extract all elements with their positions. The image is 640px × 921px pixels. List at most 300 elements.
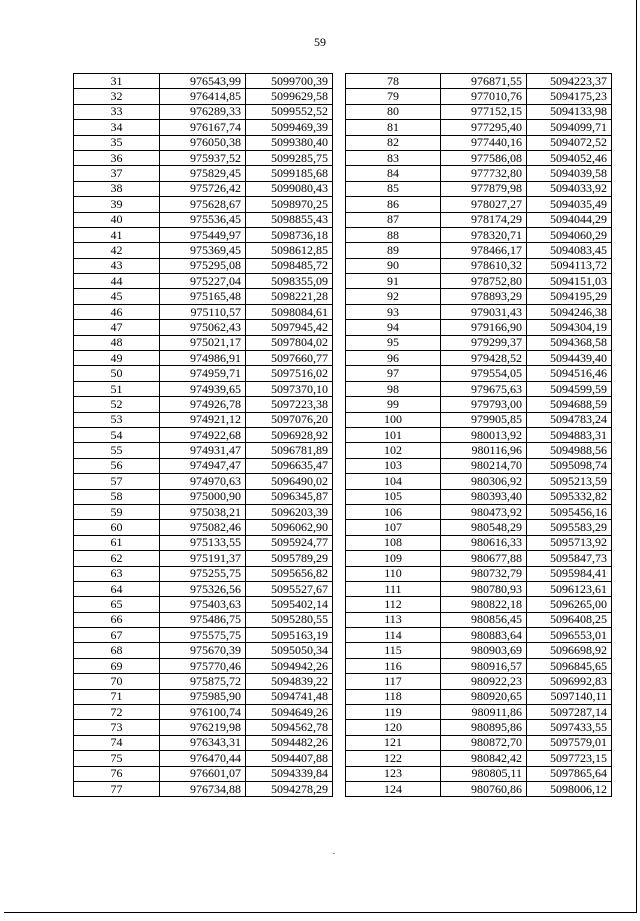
- point-number-cell: 78: [346, 74, 441, 89]
- table-row: [74, 335, 333, 350]
- x-coordinate-cell: 975726,42: [160, 181, 246, 196]
- table-row: [346, 705, 612, 720]
- table-row: [74, 658, 333, 673]
- table-row: [74, 351, 333, 366]
- y-coordinate-cell: 5098970,25: [246, 197, 333, 212]
- x-coordinate-cell: 980548,29: [441, 520, 527, 535]
- point-number-cell: 52: [74, 397, 160, 412]
- point-number-cell: 56: [74, 458, 160, 473]
- x-coordinate-cell: 978320,71: [441, 227, 527, 242]
- y-coordinate-cell: 5094044,29: [527, 212, 612, 227]
- table-row: [74, 751, 333, 766]
- y-coordinate-cell: 5099380,40: [246, 135, 333, 150]
- x-coordinate-cell: 980116,96: [441, 443, 527, 458]
- x-coordinate-cell: 975449,97: [160, 227, 246, 242]
- y-coordinate-cell: 5097223,38: [246, 397, 333, 412]
- y-coordinate-cell: 5094083,45: [527, 243, 612, 258]
- y-coordinate-cell: 5096203,39: [246, 504, 333, 519]
- x-coordinate-cell: 977152,15: [441, 104, 527, 119]
- y-coordinate-cell: 5098855,43: [246, 212, 333, 227]
- y-coordinate-cell: 5098221,28: [246, 289, 333, 304]
- y-coordinate-cell: 5094562,78: [246, 720, 333, 735]
- point-number-cell: 76: [74, 766, 160, 781]
- y-coordinate-cell: 5096553,01: [527, 628, 612, 643]
- coordinates-table-right: [345, 73, 612, 797]
- x-coordinate-cell: 975575,75: [160, 628, 246, 643]
- x-coordinate-cell: 975000,90: [160, 489, 246, 504]
- x-coordinate-cell: 979793,00: [441, 397, 527, 412]
- table-row: [74, 474, 333, 489]
- x-coordinate-cell: 975021,17: [160, 335, 246, 350]
- table-row: [74, 535, 333, 550]
- point-number-cell: 35: [74, 135, 160, 150]
- table-row: [74, 135, 333, 150]
- x-coordinate-cell: 978752,80: [441, 274, 527, 289]
- y-coordinate-cell: 5099700,39: [246, 74, 333, 89]
- point-number-cell: 74: [74, 735, 160, 750]
- table-row: [346, 320, 612, 335]
- y-coordinate-cell: 5096635,47: [246, 458, 333, 473]
- point-number-cell: 82: [346, 135, 441, 150]
- point-number-cell: 42: [74, 243, 160, 258]
- x-coordinate-cell: 974921,12: [160, 412, 246, 427]
- x-coordinate-cell: 980822,18: [441, 597, 527, 612]
- y-coordinate-cell: 5095847,73: [527, 551, 612, 566]
- y-coordinate-cell: 5096992,83: [527, 674, 612, 689]
- table-row: [346, 781, 612, 796]
- x-coordinate-cell: 980760,86: [441, 781, 527, 796]
- y-coordinate-cell: 5099469,39: [246, 120, 333, 135]
- point-number-cell: 47: [74, 320, 160, 335]
- y-coordinate-cell: 5094516,46: [527, 366, 612, 381]
- point-number-cell: 63: [74, 566, 160, 581]
- point-number-cell: 54: [74, 427, 160, 442]
- point-number-cell: 31: [74, 74, 160, 89]
- y-coordinate-cell: 5095098,74: [527, 458, 612, 473]
- x-coordinate-cell: 974931,47: [160, 443, 246, 458]
- point-number-cell: 121: [346, 735, 441, 750]
- table-row: [346, 520, 612, 535]
- table-row: [346, 227, 612, 242]
- point-number-cell: 45: [74, 289, 160, 304]
- x-coordinate-cell: 976219,98: [160, 720, 246, 735]
- table-row: [74, 705, 333, 720]
- x-coordinate-cell: 975875,72: [160, 674, 246, 689]
- table-row: [346, 535, 612, 550]
- table-row: [74, 212, 333, 227]
- x-coordinate-cell: 979428,52: [441, 351, 527, 366]
- y-coordinate-cell: 5094113,72: [527, 258, 612, 273]
- table-row: [346, 443, 612, 458]
- y-coordinate-cell: 5096123,61: [527, 581, 612, 596]
- x-coordinate-cell: 976050,38: [160, 135, 246, 150]
- table-row: [346, 504, 612, 519]
- x-coordinate-cell: 980732,79: [441, 566, 527, 581]
- point-number-cell: 59: [74, 504, 160, 519]
- x-coordinate-cell: 977295,40: [441, 120, 527, 135]
- table-row: [346, 397, 612, 412]
- x-coordinate-cell: 980306,92: [441, 474, 527, 489]
- table-row: [346, 427, 612, 442]
- x-coordinate-cell: 980780,93: [441, 581, 527, 596]
- y-coordinate-cell: 5094133,98: [527, 104, 612, 119]
- table-row: [74, 397, 333, 412]
- point-number-cell: 87: [346, 212, 441, 227]
- y-coordinate-cell: 5097076,20: [246, 412, 333, 427]
- x-coordinate-cell: 980872,70: [441, 735, 527, 750]
- table-row: [346, 751, 612, 766]
- x-coordinate-cell: 976414,85: [160, 89, 246, 104]
- table-row: [346, 458, 612, 473]
- table-row: [346, 720, 612, 735]
- point-number-cell: 53: [74, 412, 160, 427]
- point-number-cell: 93: [346, 304, 441, 319]
- table-row: [74, 566, 333, 581]
- y-coordinate-cell: 5095050,34: [246, 643, 333, 658]
- y-coordinate-cell: 5098084,61: [246, 304, 333, 319]
- table-row: [74, 520, 333, 535]
- x-coordinate-cell: 976543,99: [160, 74, 246, 89]
- table-row: [346, 243, 612, 258]
- point-number-cell: 109: [346, 551, 441, 566]
- point-number-cell: 98: [346, 381, 441, 396]
- x-coordinate-cell: 975165,48: [160, 289, 246, 304]
- table-row: [346, 120, 612, 135]
- x-coordinate-cell: 978893,29: [441, 289, 527, 304]
- table-row: [74, 289, 333, 304]
- point-number-cell: 49: [74, 351, 160, 366]
- point-number-cell: 69: [74, 658, 160, 673]
- y-coordinate-cell: 5095402,14: [246, 597, 333, 612]
- point-number-cell: 79: [346, 89, 441, 104]
- y-coordinate-cell: 5095713,92: [527, 535, 612, 550]
- y-coordinate-cell: 5098612,85: [246, 243, 333, 258]
- y-coordinate-cell: 5099552,52: [246, 104, 333, 119]
- x-coordinate-cell: 976289,33: [160, 104, 246, 119]
- y-coordinate-cell: 5094060,29: [527, 227, 612, 242]
- x-coordinate-cell: 975403,63: [160, 597, 246, 612]
- table-row: [74, 628, 333, 643]
- point-number-cell: 86: [346, 197, 441, 212]
- page-frame-bottom-edge: [4, 912, 636, 913]
- point-number-cell: 57: [74, 474, 160, 489]
- table-row: [74, 735, 333, 750]
- point-number-cell: 39: [74, 197, 160, 212]
- x-coordinate-cell: 976167,74: [160, 120, 246, 135]
- x-coordinate-cell: 977879,98: [441, 181, 527, 196]
- page-frame-right-edge: [636, 0, 637, 913]
- y-coordinate-cell: 5096345,87: [246, 489, 333, 504]
- y-coordinate-cell: 5095332,82: [527, 489, 612, 504]
- point-number-cell: 123: [346, 766, 441, 781]
- table-row: [346, 150, 612, 165]
- table-row: [74, 227, 333, 242]
- y-coordinate-cell: 5094151,03: [527, 274, 612, 289]
- x-coordinate-cell: 979031,43: [441, 304, 527, 319]
- y-coordinate-cell: 5095656,82: [246, 566, 333, 581]
- x-coordinate-cell: 974986,91: [160, 351, 246, 366]
- table-row: [74, 504, 333, 519]
- x-coordinate-cell: 975295,08: [160, 258, 246, 273]
- point-number-cell: 37: [74, 166, 160, 181]
- y-coordinate-cell: 5096845,65: [527, 658, 612, 673]
- y-coordinate-cell: 5094439,40: [527, 351, 612, 366]
- table-row: [74, 551, 333, 566]
- x-coordinate-cell: 980842,42: [441, 751, 527, 766]
- table-row: [74, 366, 333, 381]
- point-number-cell: 99: [346, 397, 441, 412]
- y-coordinate-cell: 5094688,59: [527, 397, 612, 412]
- table-row: [346, 551, 612, 566]
- x-coordinate-cell: 977440,16: [441, 135, 527, 150]
- x-coordinate-cell: 979166,90: [441, 320, 527, 335]
- table-row: [346, 566, 612, 581]
- point-number-cell: 58: [74, 489, 160, 504]
- y-coordinate-cell: 5095984,41: [527, 566, 612, 581]
- table-row: [74, 381, 333, 396]
- table-row: [346, 628, 612, 643]
- point-number-cell: 66: [74, 612, 160, 627]
- point-number-cell: 118: [346, 689, 441, 704]
- point-number-cell: 92: [346, 289, 441, 304]
- point-number-cell: 38: [74, 181, 160, 196]
- table-row: [346, 351, 612, 366]
- y-coordinate-cell: 5098006,12: [527, 781, 612, 796]
- x-coordinate-cell: 974970,63: [160, 474, 246, 489]
- table-row: [74, 581, 333, 596]
- y-coordinate-cell: 5094988,56: [527, 443, 612, 458]
- point-number-cell: 84: [346, 166, 441, 181]
- y-coordinate-cell: 5097723,15: [527, 751, 612, 766]
- table-row: [74, 258, 333, 273]
- y-coordinate-cell: 5095527,67: [246, 581, 333, 596]
- table-row: [346, 381, 612, 396]
- point-number-cell: 116: [346, 658, 441, 673]
- x-coordinate-cell: 980922,23: [441, 674, 527, 689]
- point-number-cell: 89: [346, 243, 441, 258]
- table-row: [346, 689, 612, 704]
- table-row: [74, 120, 333, 135]
- y-coordinate-cell: 5096265,00: [527, 597, 612, 612]
- point-number-cell: 48: [74, 335, 160, 350]
- table-row: [346, 89, 612, 104]
- point-number-cell: 36: [74, 150, 160, 165]
- point-number-cell: 124: [346, 781, 441, 796]
- y-coordinate-cell: 5099185,68: [246, 166, 333, 181]
- y-coordinate-cell: 5094368,58: [527, 335, 612, 350]
- y-coordinate-cell: 5095163,19: [246, 628, 333, 643]
- x-coordinate-cell: 980911,86: [441, 705, 527, 720]
- x-coordinate-cell: 976343,31: [160, 735, 246, 750]
- y-coordinate-cell: 5095213,59: [527, 474, 612, 489]
- y-coordinate-cell: 5094407,88: [246, 751, 333, 766]
- y-coordinate-cell: 5097660,77: [246, 351, 333, 366]
- table-row: [74, 243, 333, 258]
- y-coordinate-cell: 5094175,23: [527, 89, 612, 104]
- table-row: [346, 412, 612, 427]
- y-coordinate-cell: 5094072,52: [527, 135, 612, 150]
- table-row: [74, 781, 333, 796]
- point-number-cell: 113: [346, 612, 441, 627]
- table-row: [346, 197, 612, 212]
- point-number-cell: 40: [74, 212, 160, 227]
- x-coordinate-cell: 980214,70: [441, 458, 527, 473]
- table-row: [74, 427, 333, 442]
- y-coordinate-cell: 5094304,19: [527, 320, 612, 335]
- table-row: [74, 720, 333, 735]
- y-coordinate-cell: 5096698,92: [527, 643, 612, 658]
- table-row: [346, 104, 612, 119]
- y-coordinate-cell: 5098355,09: [246, 274, 333, 289]
- table-row: [74, 104, 333, 119]
- x-coordinate-cell: 975191,37: [160, 551, 246, 566]
- x-coordinate-cell: 978027,27: [441, 197, 527, 212]
- table-row: [346, 289, 612, 304]
- table-row: [74, 274, 333, 289]
- x-coordinate-cell: 978610,32: [441, 258, 527, 273]
- point-number-cell: 107: [346, 520, 441, 535]
- table-row: [74, 166, 333, 181]
- y-coordinate-cell: 5094195,29: [527, 289, 612, 304]
- x-coordinate-cell: 980805,11: [441, 766, 527, 781]
- table-row: [74, 320, 333, 335]
- table-row: [346, 366, 612, 381]
- point-number-cell: 68: [74, 643, 160, 658]
- x-coordinate-cell: 975486,75: [160, 612, 246, 627]
- y-coordinate-cell: 5097516,02: [246, 366, 333, 381]
- table-row: [346, 258, 612, 273]
- point-number-cell: 62: [74, 551, 160, 566]
- x-coordinate-cell: 980883,64: [441, 628, 527, 643]
- point-number-cell: 117: [346, 674, 441, 689]
- point-number-cell: 111: [346, 581, 441, 596]
- point-number-cell: 65: [74, 597, 160, 612]
- point-number-cell: 81: [346, 120, 441, 135]
- table-row: [74, 612, 333, 627]
- y-coordinate-cell: 5094339,84: [246, 766, 333, 781]
- point-number-cell: 67: [74, 628, 160, 643]
- y-coordinate-cell: 5096408,25: [527, 612, 612, 627]
- y-coordinate-cell: 5094035,49: [527, 197, 612, 212]
- point-number-cell: 115: [346, 643, 441, 658]
- y-coordinate-cell: 5094052,46: [527, 150, 612, 165]
- x-coordinate-cell: 980916,57: [441, 658, 527, 673]
- x-coordinate-cell: 974922,68: [160, 427, 246, 442]
- table-row: [74, 74, 333, 89]
- table-row: [346, 181, 612, 196]
- point-number-cell: 61: [74, 535, 160, 550]
- x-coordinate-cell: 977586,08: [441, 150, 527, 165]
- table-row: [346, 135, 612, 150]
- point-number-cell: 51: [74, 381, 160, 396]
- y-coordinate-cell: 5097433,55: [527, 720, 612, 735]
- table-row: [346, 304, 612, 319]
- x-coordinate-cell: 976871,55: [441, 74, 527, 89]
- x-coordinate-cell: 974926,78: [160, 397, 246, 412]
- y-coordinate-cell: 5096781,89: [246, 443, 333, 458]
- table-row: [74, 689, 333, 704]
- point-number-cell: 41: [74, 227, 160, 242]
- y-coordinate-cell: 5094033,92: [527, 181, 612, 196]
- table-row: [74, 458, 333, 473]
- x-coordinate-cell: 979675,63: [441, 381, 527, 396]
- y-coordinate-cell: 5097804,02: [246, 335, 333, 350]
- y-coordinate-cell: 5094883,31: [527, 427, 612, 442]
- x-coordinate-cell: 979554,05: [441, 366, 527, 381]
- y-coordinate-cell: 5097945,42: [246, 320, 333, 335]
- point-number-cell: 108: [346, 535, 441, 550]
- x-coordinate-cell: 975369,45: [160, 243, 246, 258]
- point-number-cell: 71: [74, 689, 160, 704]
- x-coordinate-cell: 976601,07: [160, 766, 246, 781]
- y-coordinate-cell: 5095789,29: [246, 551, 333, 566]
- table-row: [74, 412, 333, 427]
- x-coordinate-cell: 979905,85: [441, 412, 527, 427]
- table-row: [346, 612, 612, 627]
- page-number: 59: [314, 35, 326, 49]
- table-row: [346, 735, 612, 750]
- y-coordinate-cell: 5094942,26: [246, 658, 333, 673]
- x-coordinate-cell: 980616,33: [441, 535, 527, 550]
- y-coordinate-cell: 5099080,43: [246, 181, 333, 196]
- point-number-cell: 114: [346, 628, 441, 643]
- point-number-cell: 112: [346, 597, 441, 612]
- coordinates-table-left: [73, 73, 333, 797]
- y-coordinate-cell: 5097140,11: [527, 689, 612, 704]
- x-coordinate-cell: 975770,46: [160, 658, 246, 673]
- table-row: [74, 150, 333, 165]
- y-coordinate-cell: 5094223,37: [527, 74, 612, 89]
- table-row: [346, 581, 612, 596]
- y-coordinate-cell: 5097865,64: [527, 766, 612, 781]
- y-coordinate-cell: 5097579,01: [527, 735, 612, 750]
- y-coordinate-cell: 5094839,22: [246, 674, 333, 689]
- y-coordinate-cell: 5094039,58: [527, 166, 612, 181]
- point-number-cell: 102: [346, 443, 441, 458]
- table-row: [74, 597, 333, 612]
- y-coordinate-cell: 5094246,38: [527, 304, 612, 319]
- y-coordinate-cell: 5094599,59: [527, 381, 612, 396]
- table-row: [74, 489, 333, 504]
- table-row: [346, 74, 612, 89]
- point-number-cell: 64: [74, 581, 160, 596]
- x-coordinate-cell: 975829,45: [160, 166, 246, 181]
- point-number-cell: 103: [346, 458, 441, 473]
- table-row: [74, 197, 333, 212]
- y-coordinate-cell: 5099285,75: [246, 150, 333, 165]
- y-coordinate-cell: 5097370,10: [246, 381, 333, 396]
- point-number-cell: 83: [346, 150, 441, 165]
- table-row: [346, 335, 612, 350]
- x-coordinate-cell: 974959,71: [160, 366, 246, 381]
- point-number-cell: 119: [346, 705, 441, 720]
- point-number-cell: 105: [346, 489, 441, 504]
- x-coordinate-cell: 975536,45: [160, 212, 246, 227]
- x-coordinate-cell: 974939,65: [160, 381, 246, 396]
- point-number-cell: 91: [346, 274, 441, 289]
- y-coordinate-cell: 5094649,26: [246, 705, 333, 720]
- x-coordinate-cell: 976470,44: [160, 751, 246, 766]
- x-coordinate-cell: 978466,17: [441, 243, 527, 258]
- point-number-cell: 70: [74, 674, 160, 689]
- x-coordinate-cell: 980920,65: [441, 689, 527, 704]
- point-number-cell: 80: [346, 104, 441, 119]
- table-row: [74, 89, 333, 104]
- x-coordinate-cell: 980856,45: [441, 612, 527, 627]
- point-number-cell: 122: [346, 751, 441, 766]
- x-coordinate-cell: 975062,43: [160, 320, 246, 335]
- x-coordinate-cell: 980677,88: [441, 551, 527, 566]
